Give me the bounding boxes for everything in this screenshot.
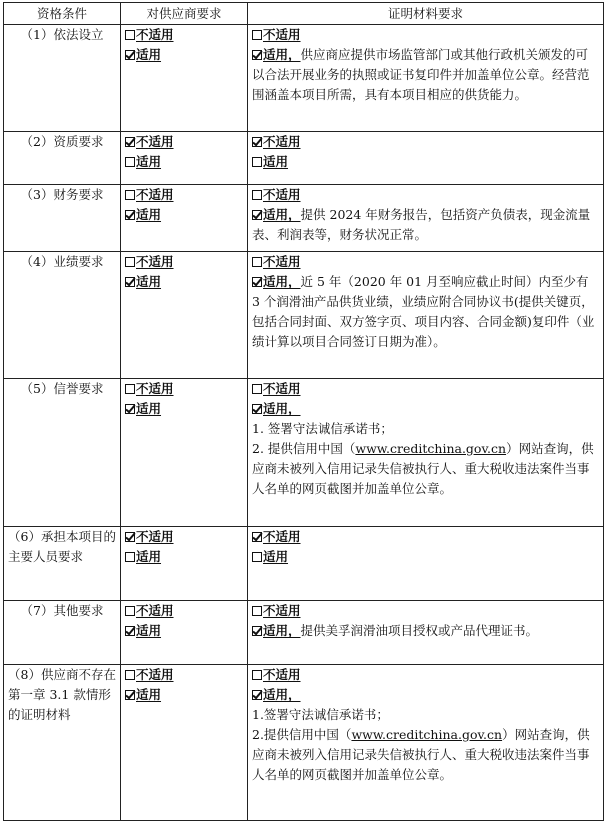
option-applicable[interactable]: 适用， — [252, 47, 301, 62]
header-condition: 资格条件 — [4, 3, 121, 25]
option-not-applicable[interactable]: 不适用 — [125, 25, 243, 45]
row-category: （5）信誉要求 — [4, 379, 121, 527]
option-applicable[interactable]: 适用， — [252, 399, 599, 419]
evidence-item-2: 2. 提供信用中国（www.creditchina.gov.cn）网站查询，供应商未被列入信用记录失信被执行人、重大税收违法案件当事人名单的网页截图并加盖单位公章。 — [252, 441, 594, 496]
row-category: （1）依法设立 — [4, 25, 121, 132]
checkbox-checked-icon[interactable] — [125, 690, 135, 700]
table-row — [4, 527, 604, 601]
checkbox-icon[interactable] — [125, 384, 135, 394]
option-applicable[interactable]: 适用 — [125, 272, 243, 292]
evidence-text: 近 5 年（2020 年 01 月至响应截止时间）内至少有 3 个润滑油产品供货业绩，业绩应附合同协议书(提供关键页，包括合同封面、双方签字页、项目内容、合同金额)复印件（业绩计算以项目合同签订日期为准）。 — [252, 274, 595, 349]
option-applicable[interactable]: 适用， — [252, 274, 301, 289]
creditchina-link[interactable]: www.creditchina.gov.cn — [355, 441, 507, 456]
evidence-text: 供应商应提供市场监管部门或其他行政机关颁发的可以合法开展业务的执照或证书复印件并加盖单位公章。经营范围涵盖本项目所需，具有本项目相应的供货能力。 — [252, 47, 590, 102]
option-not-applicable[interactable]: 不适用 — [252, 527, 599, 547]
checkbox-checked-icon[interactable] — [125, 404, 135, 414]
checkbox-checked-icon[interactable] — [252, 626, 262, 636]
option-not-applicable[interactable]: 不适用 — [125, 185, 243, 205]
checkbox-icon[interactable] — [125, 670, 135, 680]
checkbox-icon[interactable] — [252, 384, 262, 394]
checkbox-checked-icon[interactable] — [125, 532, 135, 542]
checkbox-icon[interactable] — [125, 606, 135, 616]
option-not-applicable[interactable]: 不适用 — [125, 252, 243, 272]
evidence-item-2: 2.提供信用中国（www.creditchina.gov.cn）网站查询，供应商未被列入信用记录失信被执行人、重大税收违法案件当事人名单的网页截图并加盖单位公章。 — [252, 727, 590, 782]
row-category: （2）资质要求 — [4, 132, 121, 185]
supplier-options — [121, 185, 248, 252]
evidence-cell — [248, 252, 604, 379]
evidence-cell — [248, 665, 604, 821]
option-not-applicable[interactable]: 不适用 — [125, 379, 243, 399]
checkbox-icon[interactable] — [252, 552, 262, 562]
option-not-applicable[interactable]: 不适用 — [125, 601, 243, 621]
table-row — [4, 252, 604, 379]
header-supplier: 对供应商要求 — [121, 3, 248, 25]
option-not-applicable[interactable]: 不适用 — [125, 527, 243, 547]
checkbox-checked-icon[interactable] — [252, 50, 262, 60]
evidence-text: 提供美孚润滑油项目授权或产品代理证书。 — [300, 623, 539, 638]
checkbox-icon[interactable] — [252, 257, 262, 267]
row-category: （6）承担本项目的主要人员要求 — [4, 527, 121, 601]
checkbox-checked-icon[interactable] — [125, 210, 135, 220]
header-row — [4, 3, 604, 25]
checkbox-icon[interactable] — [252, 670, 262, 680]
checkbox-checked-icon[interactable] — [252, 690, 262, 700]
qualification-table — [3, 2, 604, 821]
evidence-cell — [248, 132, 604, 185]
option-applicable[interactable]: 适用 — [125, 152, 243, 172]
supplier-options — [121, 601, 248, 665]
evidence-cell — [248, 25, 604, 132]
checkbox-checked-icon[interactable] — [125, 50, 135, 60]
checkbox-icon[interactable] — [125, 257, 135, 267]
supplier-options — [121, 25, 248, 132]
checkbox-icon[interactable] — [125, 30, 135, 40]
supplier-options — [121, 132, 248, 185]
checkbox-checked-icon[interactable] — [252, 210, 262, 220]
option-not-applicable[interactable]: 不适用 — [252, 601, 599, 621]
creditchina-link[interactable]: www.creditchina.gov.cn — [351, 727, 503, 742]
row-category: （8）供应商不存在第一章 3.1 款情形的证明材料 — [4, 665, 121, 821]
checkbox-checked-icon[interactable] — [125, 277, 135, 287]
option-applicable[interactable]: 适用 — [125, 205, 243, 225]
supplier-options — [121, 665, 248, 821]
checkbox-checked-icon[interactable] — [252, 277, 262, 287]
option-applicable[interactable]: 适用 — [125, 621, 243, 641]
table-row — [4, 601, 604, 665]
option-not-applicable[interactable]: 不适用 — [252, 252, 599, 272]
option-not-applicable[interactable]: 不适用 — [252, 379, 599, 399]
checkbox-icon[interactable] — [125, 552, 135, 562]
supplier-options — [121, 527, 248, 601]
checkbox-icon[interactable] — [125, 157, 135, 167]
option-applicable[interactable]: 适用 — [252, 547, 599, 567]
evidence-cell — [248, 601, 604, 665]
option-applicable[interactable]: 适用 — [125, 45, 243, 65]
option-applicable[interactable]: 适用 — [125, 685, 243, 705]
checkbox-icon[interactable] — [252, 157, 262, 167]
supplier-options — [121, 379, 248, 527]
evidence-cell — [248, 379, 604, 527]
option-applicable[interactable]: 适用 — [252, 152, 599, 172]
option-not-applicable[interactable]: 不适用 — [125, 665, 243, 685]
checkbox-icon[interactable] — [252, 30, 262, 40]
option-not-applicable[interactable]: 不适用 — [252, 132, 599, 152]
header-evidence: 证明材料要求 — [248, 3, 604, 25]
option-applicable[interactable]: 适用 — [125, 547, 243, 567]
table-row — [4, 25, 604, 132]
row-category: （7）其他要求 — [4, 601, 121, 665]
checkbox-icon[interactable] — [125, 190, 135, 200]
table-row — [4, 185, 604, 252]
option-applicable[interactable]: 适用， — [252, 685, 599, 705]
option-applicable[interactable]: 适用， — [252, 207, 301, 222]
checkbox-icon[interactable] — [252, 606, 262, 616]
option-not-applicable[interactable]: 不适用 — [125, 132, 243, 152]
table-row — [4, 379, 604, 527]
evidence-item-1: 1.签署守法诚信承诺书； — [252, 707, 389, 722]
checkbox-icon[interactable] — [252, 190, 262, 200]
table-row — [4, 665, 604, 821]
row-category: （3）财务要求 — [4, 185, 121, 252]
option-applicable[interactable]: 适用， — [252, 623, 301, 638]
option-applicable[interactable]: 适用 — [125, 399, 243, 419]
option-not-applicable[interactable]: 不适用 — [252, 665, 599, 685]
checkbox-checked-icon[interactable] — [125, 137, 135, 147]
table-row — [4, 132, 604, 185]
evidence-text: 提供 2024 年财务报告，包括资产负债表，现金流量表、利润表等，财务状况正常。 — [252, 207, 591, 242]
checkbox-checked-icon[interactable] — [125, 626, 135, 636]
option-not-applicable[interactable]: 不适用 — [252, 25, 599, 45]
checkbox-checked-icon[interactable] — [252, 404, 262, 414]
evidence-cell — [248, 527, 604, 601]
checkbox-checked-icon[interactable] — [252, 532, 262, 542]
supplier-options — [121, 252, 248, 379]
evidence-cell — [248, 185, 604, 252]
option-not-applicable[interactable]: 不适用 — [252, 185, 599, 205]
evidence-item-1: 1. 签署守法诚信承诺书； — [252, 421, 393, 436]
checkbox-checked-icon[interactable] — [252, 137, 262, 147]
row-category: （4）业绩要求 — [4, 252, 121, 379]
